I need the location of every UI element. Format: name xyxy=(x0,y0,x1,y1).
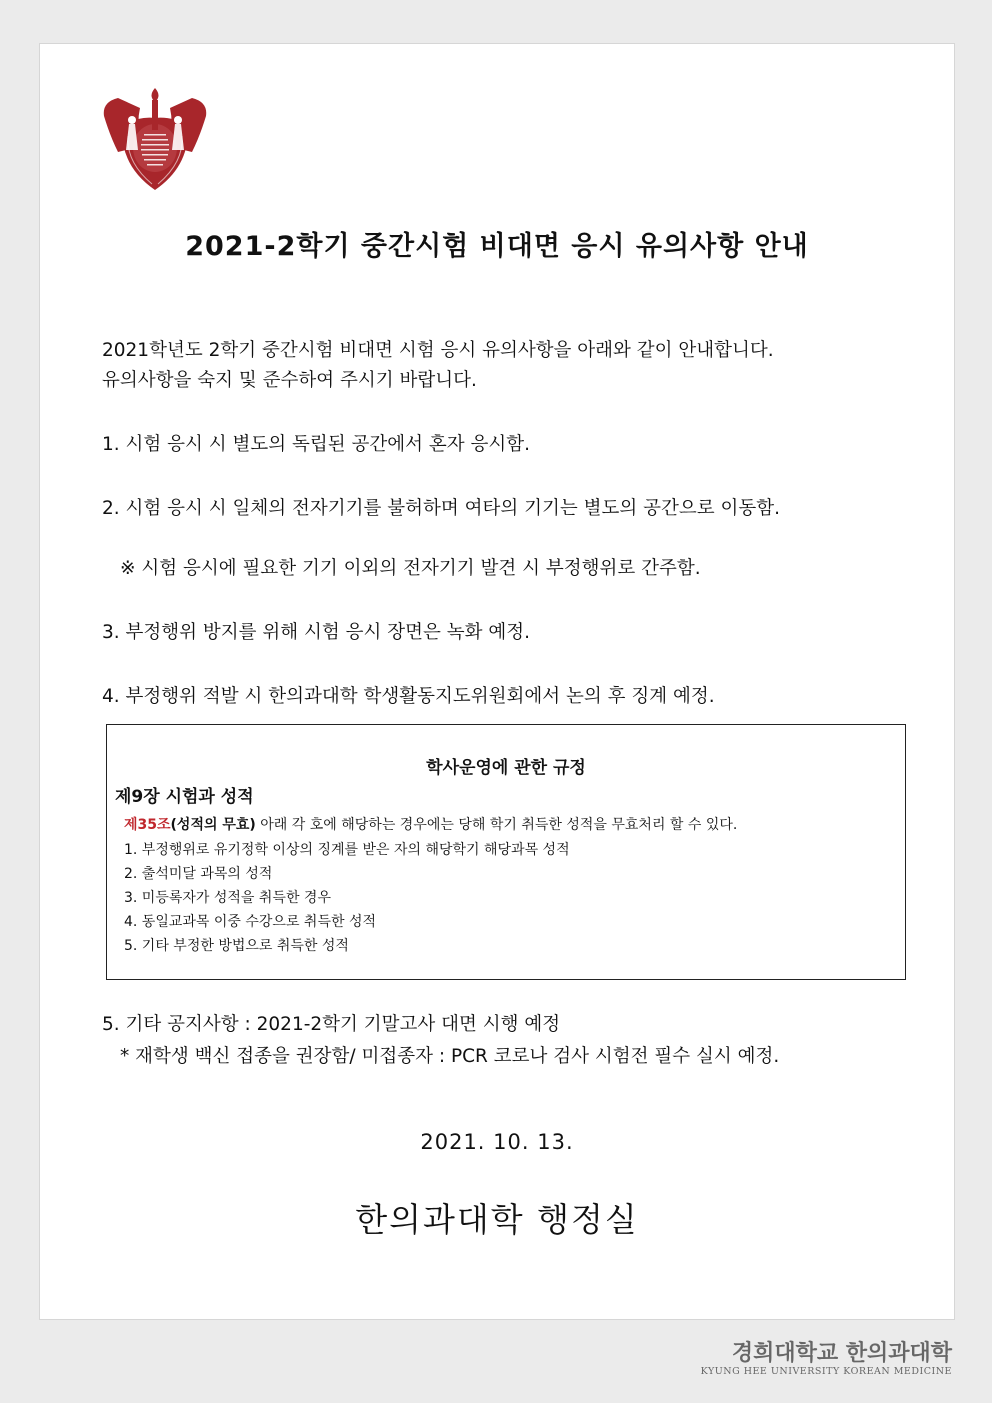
regulation-clause: 3. 미등록자가 성적을 취득한 경우 xyxy=(124,890,331,906)
notice-item-5-note: * 재학생 백신 접종을 권장함/ 미접종자 : PCR 코로나 검사 시험전 필수 실시 예정. xyxy=(120,1046,780,1067)
notice-item-1: 1. 시험 응시 시 별도의 독립된 공간에서 혼자 응시함. xyxy=(102,434,530,455)
notice-item-2-note: ※ 시험 응시에 필요한 기기 이외의 전자기기 발견 시 부정행위로 간주함. xyxy=(120,558,701,579)
page-title: 2021-2학기 중간시험 비대면 응시 유의사항 안내 xyxy=(185,231,809,262)
regulation-box xyxy=(106,724,906,980)
notice-date: 2021. 10. 13. xyxy=(420,1130,574,1154)
intro-line: 유의사항을 숙지 및 준수하여 주시기 바랍니다. xyxy=(102,370,477,391)
regulation-chapter: 제9장 시험과 성적 xyxy=(115,787,254,807)
article-number: 제35조 xyxy=(124,817,171,833)
regulation-article xyxy=(124,814,737,834)
regulation-clause-list xyxy=(124,838,570,958)
regulation-clause: 1. 부정행위로 유기정학 이상의 징계를 받은 자의 해당학기 해당과목 성적 xyxy=(124,842,570,858)
footer-university-name: 경희대학교 한의과대학 xyxy=(731,1340,952,1366)
notice-item-4: 4. 부정행위 적발 시 한의과대학 학생활동지도위원회에서 논의 후 징계 예정. xyxy=(102,686,715,707)
article-text: 아래 각 호에 해당하는 경우에는 당해 학기 취득한 성적을 무효처리 할 수 있다. xyxy=(255,817,738,833)
regulation-clause: 2. 출석미달 과목의 성적 xyxy=(124,866,273,882)
intro-line: 2021학년도 2학기 중간시험 비대면 시험 응시 유의사항을 아래와 같이 안내합니다. xyxy=(102,340,774,361)
notice-page xyxy=(39,43,955,1320)
article-name: (성적의 무효) xyxy=(170,817,256,833)
notice-item-3: 3. 부정행위 방지를 위해 시험 응시 장면은 녹화 예정. xyxy=(102,622,530,643)
regulation-title: 학사운영에 관한 규정 xyxy=(426,758,586,778)
university-emblem-icon xyxy=(96,86,214,196)
notice-item-2: 2. 시험 응시 시 일체의 전자기기를 불허하며 여타의 기기는 별도의 공간으로 이동함. xyxy=(102,498,780,519)
regulation-clause: 4. 동일교과목 이중 수강으로 취득한 성적 xyxy=(124,914,376,930)
regulation-clause: 5. 기타 부정한 방법으로 취득한 성적 xyxy=(124,938,349,954)
issuing-office: 한의과대학 행정실 xyxy=(355,1200,639,1239)
intro-text xyxy=(102,336,774,396)
footer-university-name-en: KYUNG HEE UNIVERSITY KOREAN MEDICINE xyxy=(700,1366,952,1377)
notice-item-5: 5. 기타 공지사항 : 2021-2학기 기말고사 대면 시행 예정 xyxy=(102,1014,561,1035)
